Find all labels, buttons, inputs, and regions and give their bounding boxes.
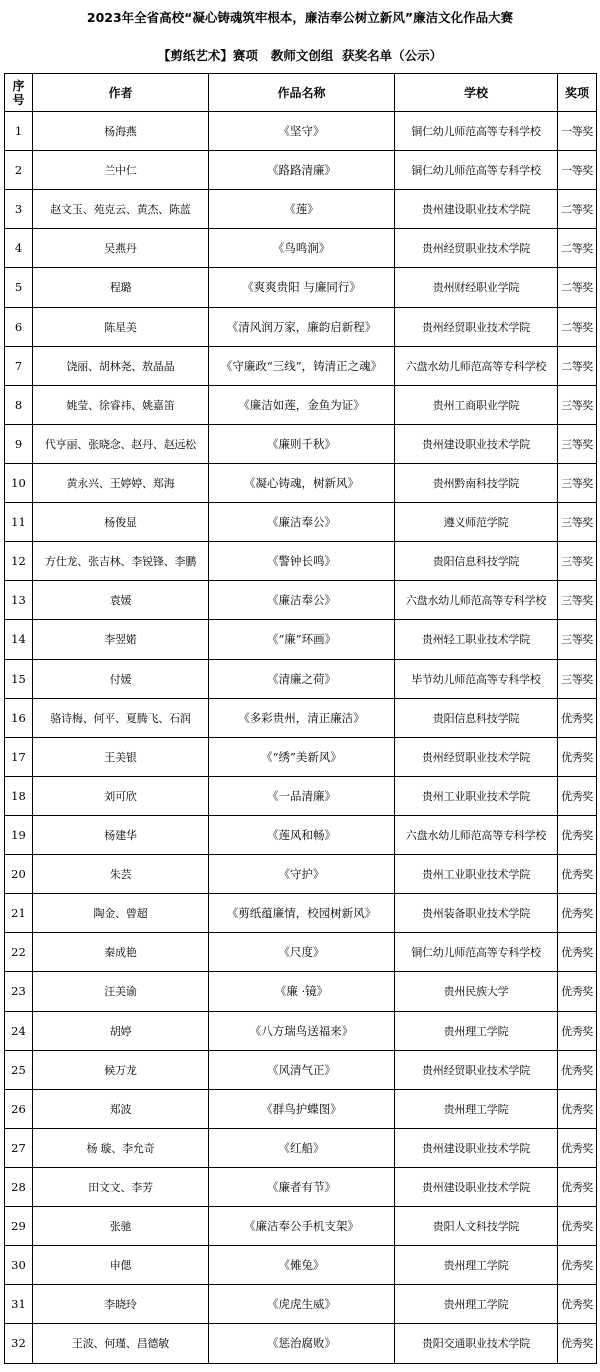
cell-no: 7 <box>5 346 33 385</box>
cell-no: 16 <box>5 698 33 737</box>
table-row <box>5 190 597 229</box>
cell-work: 《“廉”环画》 <box>209 620 395 659</box>
table-row <box>5 1324 597 1363</box>
header-author: 作者 <box>33 74 209 112</box>
cell-award: 三等奖 <box>558 424 597 463</box>
cell-school: 贵州黔南科技学院 <box>395 463 558 502</box>
cell-work: 《莲》 <box>209 190 395 229</box>
cell-award: 三等奖 <box>558 659 597 698</box>
table-row <box>5 1285 597 1324</box>
cell-author: 陶金、曾超 <box>33 894 209 933</box>
table-row <box>5 503 597 542</box>
cell-school: 贵州理工学院 <box>395 1011 558 1050</box>
cell-author: 赵文玉、苑克云、黄杰、陈蓝 <box>33 190 209 229</box>
cell-school: 贵州装备职业技术学院 <box>395 894 558 933</box>
cell-no: 19 <box>5 815 33 854</box>
cell-work: 《群鸟护蝶图》 <box>209 1089 395 1128</box>
cell-author: 黄永兴、王婷婷、郑海 <box>33 463 209 502</box>
cell-award: 优秀奖 <box>558 894 597 933</box>
cell-school: 六盘水幼儿师范高等专科学校 <box>395 581 558 620</box>
cell-school: 铜仁幼儿师范高等专科学校 <box>395 933 558 972</box>
cell-award: 优秀奖 <box>558 933 597 972</box>
cell-award: 二等奖 <box>558 307 597 346</box>
cell-award: 优秀奖 <box>558 1207 597 1246</box>
cell-work: 《尺度》 <box>209 933 395 972</box>
cell-author: 杨建华 <box>33 815 209 854</box>
cell-school: 贵阳信息科技学院 <box>395 542 558 581</box>
cell-award: 优秀奖 <box>558 698 597 737</box>
cell-school: 铜仁幼儿师范高等专科学校 <box>395 112 558 151</box>
header-school: 学校 <box>395 74 558 112</box>
cell-author: 袁媛 <box>33 581 209 620</box>
cell-author: 姚莹、徐睿祎、姚嘉笛 <box>33 385 209 424</box>
cell-award: 三等奖 <box>558 620 597 659</box>
cell-work: 《惩治腐败》 <box>209 1324 395 1363</box>
cell-work: 《坚守》 <box>209 112 395 151</box>
cell-no: 1 <box>5 112 33 151</box>
table-row <box>5 581 597 620</box>
table-row <box>5 463 597 502</box>
cell-work: 《莲风和畅》 <box>209 815 395 854</box>
cell-school: 贵州建设职业技术学院 <box>395 1128 558 1167</box>
cell-no: 9 <box>5 424 33 463</box>
cell-work: 《凝心铸魂，树新风》 <box>209 463 395 502</box>
cell-school: 毕节幼儿师范高等专科学校 <box>395 659 558 698</box>
table-row <box>5 933 597 972</box>
cell-no: 17 <box>5 737 33 776</box>
table-row <box>5 737 597 776</box>
table-row <box>5 307 597 346</box>
table-row <box>5 698 597 737</box>
cell-work: 《守廉政“三线”，铸清正之魂》 <box>209 346 395 385</box>
table-row <box>5 268 597 307</box>
cell-award: 优秀奖 <box>558 1011 597 1050</box>
table-header-row <box>5 74 597 112</box>
header-work: 作品名称 <box>209 74 395 112</box>
cell-award: 三等奖 <box>558 503 597 542</box>
cell-author: 杨海燕 <box>33 112 209 151</box>
table-row <box>5 346 597 385</box>
cell-author: 汪美谕 <box>33 972 209 1011</box>
table-row <box>5 151 597 190</box>
cell-school: 六盘水幼儿师范高等专科学校 <box>395 815 558 854</box>
table-row <box>5 1050 597 1089</box>
cell-no: 26 <box>5 1089 33 1128</box>
cell-author: 田文文、李芳 <box>33 1167 209 1206</box>
cell-work: 《路路清廉》 <box>209 151 395 190</box>
document-title: 2023年全省高校“凝心铸魂筑牢根本，廉洁奉公树立新风”廉洁文化作品大赛 <box>86 10 514 25</box>
cell-school: 贵阳信息科技学院 <box>395 698 558 737</box>
cell-no: 5 <box>5 268 33 307</box>
cell-author: 候万龙 <box>33 1050 209 1089</box>
cell-no: 29 <box>5 1207 33 1246</box>
cell-award: 优秀奖 <box>558 776 597 815</box>
cell-school: 贵阳人文科技学院 <box>395 1207 558 1246</box>
cell-no: 12 <box>5 542 33 581</box>
cell-work: 《廉洁奉公手机支架》 <box>209 1207 395 1246</box>
cell-author: 王波、何瑾、昌德敏 <box>33 1324 209 1363</box>
cell-author: 骆诗梅、何平、夏腾飞、石润 <box>33 698 209 737</box>
cell-no: 8 <box>5 385 33 424</box>
cell-award: 三等奖 <box>558 463 597 502</box>
cell-work: 《廉洁如莲，金鱼为证》 <box>209 385 395 424</box>
cell-school: 铜仁幼儿师范高等专科学校 <box>395 151 558 190</box>
table-row <box>5 1128 597 1167</box>
cell-work: 《廉 ·镜》 <box>209 972 395 1011</box>
cell-author: 付媛 <box>33 659 209 698</box>
cell-award: 二等奖 <box>558 229 597 268</box>
cell-school: 贵州经贸职业技术学院 <box>395 737 558 776</box>
cell-award: 一等奖 <box>558 151 597 190</box>
cell-work: 《爽爽贵阳 与廉同行》 <box>209 268 395 307</box>
table-row <box>5 1246 597 1285</box>
table-row <box>5 542 597 581</box>
cell-no: 25 <box>5 1050 33 1089</box>
cell-award: 优秀奖 <box>558 1324 597 1363</box>
cell-work: 《守护》 <box>209 855 395 894</box>
cell-no: 6 <box>5 307 33 346</box>
cell-no: 20 <box>5 855 33 894</box>
cell-school: 贵州工商职业学院 <box>395 385 558 424</box>
cell-award: 二等奖 <box>558 268 597 307</box>
cell-author: 饶丽、胡林尧、敖晶晶 <box>33 346 209 385</box>
cell-school: 贵州经贸职业技术学院 <box>395 307 558 346</box>
cell-work: 《八方瑞鸟送福来》 <box>209 1011 395 1050</box>
cell-school: 贵阳交通职业技术学院 <box>395 1324 558 1363</box>
cell-school: 贵州经贸职业技术学院 <box>395 1050 558 1089</box>
cell-award: 优秀奖 <box>558 815 597 854</box>
cell-work: 《廉者有节》 <box>209 1167 395 1206</box>
cell-school: 遵义师范学院 <box>395 503 558 542</box>
table-row <box>5 385 597 424</box>
cell-no: 24 <box>5 1011 33 1050</box>
cell-work: 《多彩贵州，清正廉洁》 <box>209 698 395 737</box>
cell-no: 22 <box>5 933 33 972</box>
cell-award: 三等奖 <box>558 385 597 424</box>
cell-author: 李翌婼 <box>33 620 209 659</box>
cell-work: 《风清气正》 <box>209 1050 395 1089</box>
cell-school: 贵州工业职业技术学院 <box>395 776 558 815</box>
cell-award: 三等奖 <box>558 542 597 581</box>
cell-award: 优秀奖 <box>558 1050 597 1089</box>
cell-author: 刘可欣 <box>33 776 209 815</box>
cell-award: 优秀奖 <box>558 1285 597 1324</box>
table-row <box>5 659 597 698</box>
cell-school: 贵州理工学院 <box>395 1285 558 1324</box>
cell-award: 优秀奖 <box>558 972 597 1011</box>
cell-school: 贵州理工学院 <box>395 1246 558 1285</box>
cell-author: 秦成艳 <box>33 933 209 972</box>
cell-author: 兰中仁 <box>33 151 209 190</box>
cell-no: 23 <box>5 972 33 1011</box>
cell-no: 14 <box>5 620 33 659</box>
cell-no: 32 <box>5 1324 33 1363</box>
cell-award: 二等奖 <box>558 346 597 385</box>
cell-award: 优秀奖 <box>558 737 597 776</box>
cell-author: 吴燕丹 <box>33 229 209 268</box>
table-row <box>5 620 597 659</box>
table-row <box>5 776 597 815</box>
cell-work: 《一品清廉》 <box>209 776 395 815</box>
cell-school: 六盘水幼儿师范高等专科学校 <box>395 346 558 385</box>
cell-school: 贵州财经职业学院 <box>395 268 558 307</box>
table-row <box>5 972 597 1011</box>
cell-award: 优秀奖 <box>558 1089 597 1128</box>
cell-author: 方仕龙、张吉林、李锐锋、李鹏 <box>33 542 209 581</box>
cell-no: 15 <box>5 659 33 698</box>
table-row <box>5 1207 597 1246</box>
cell-award: 优秀奖 <box>558 1128 597 1167</box>
table-body <box>5 112 597 1364</box>
cell-work: 《警钟长鸣》 <box>209 542 395 581</box>
cell-school: 贵州理工学院 <box>395 1089 558 1128</box>
table-row <box>5 1011 597 1050</box>
cell-school: 贵州轻工职业技术学院 <box>395 620 558 659</box>
cell-award: 优秀奖 <box>558 855 597 894</box>
cell-author: 郑波 <box>33 1089 209 1128</box>
cell-no: 3 <box>5 190 33 229</box>
cell-author: 李晓玲 <box>33 1285 209 1324</box>
cell-school: 贵州建设职业技术学院 <box>395 190 558 229</box>
cell-award: 一等奖 <box>558 112 597 151</box>
cell-work: 《清风润万家，廉韵启新程》 <box>209 307 395 346</box>
header-award: 奖项 <box>558 74 597 112</box>
cell-school: 贵州经贸职业技术学院 <box>395 229 558 268</box>
table-row <box>5 229 597 268</box>
cell-work: 《剪纸蕴廉情，校园树新风》 <box>209 894 395 933</box>
cell-author: 杨 璇、李允奇 <box>33 1128 209 1167</box>
cell-no: 31 <box>5 1285 33 1324</box>
cell-school: 贵州建设职业技术学院 <box>395 424 558 463</box>
cell-author: 胡婷 <box>33 1011 209 1050</box>
cell-no: 30 <box>5 1246 33 1285</box>
cell-award: 优秀奖 <box>558 1246 597 1285</box>
table-row <box>5 1167 597 1206</box>
cell-school: 贵州民族大学 <box>395 972 558 1011</box>
cell-work: 《廉则千秋》 <box>209 424 395 463</box>
awards-table <box>4 73 597 1364</box>
cell-author: 申偲 <box>33 1246 209 1285</box>
header-no: 序 号 <box>5 74 33 112</box>
cell-no: 18 <box>5 776 33 815</box>
table-row <box>5 112 597 151</box>
table-row <box>5 894 597 933</box>
cell-school: 贵州工业职业技术学院 <box>395 855 558 894</box>
cell-work: 《鸟鸣涧》 <box>209 229 395 268</box>
cell-work: 《虎虎生威》 <box>209 1285 395 1324</box>
cell-no: 28 <box>5 1167 33 1206</box>
cell-no: 21 <box>5 894 33 933</box>
cell-no: 10 <box>5 463 33 502</box>
cell-author: 杨俊显 <box>33 503 209 542</box>
table-row <box>5 1089 597 1128</box>
cell-work: 《红船》 <box>209 1128 395 1167</box>
table-row <box>5 855 597 894</box>
cell-work: 《“绣”美新风》 <box>209 737 395 776</box>
cell-author: 代亨丽、张晓念、赵丹、赵远松 <box>33 424 209 463</box>
cell-work: 《廉洁奉公》 <box>209 581 395 620</box>
cell-author: 朱芸 <box>33 855 209 894</box>
cell-work: 《清廉之荷》 <box>209 659 395 698</box>
cell-no: 4 <box>5 229 33 268</box>
cell-award: 二等奖 <box>558 190 597 229</box>
cell-school: 贵州建设职业技术学院 <box>395 1167 558 1206</box>
cell-no: 2 <box>5 151 33 190</box>
table-row <box>5 424 597 463</box>
cell-award: 优秀奖 <box>558 1167 597 1206</box>
cell-work: 《傩兔》 <box>209 1246 395 1285</box>
cell-no: 11 <box>5 503 33 542</box>
cell-award: 三等奖 <box>558 581 597 620</box>
table-row <box>5 815 597 854</box>
cell-no: 27 <box>5 1128 33 1167</box>
document-subtitle: 【剪纸艺术】赛项 教师文创组 获奖名单（公示） <box>157 48 443 63</box>
cell-author: 陈星美 <box>33 307 209 346</box>
cell-author: 张驰 <box>33 1207 209 1246</box>
cell-author: 程璐 <box>33 268 209 307</box>
cell-author: 王美银 <box>33 737 209 776</box>
cell-work: 《廉洁奉公》 <box>209 503 395 542</box>
cell-no: 13 <box>5 581 33 620</box>
